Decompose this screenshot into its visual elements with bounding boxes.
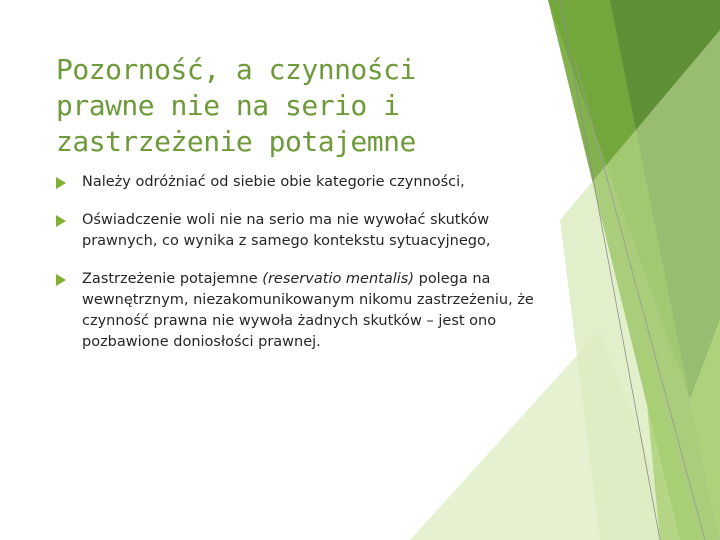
facet-pale-wedge [640, 330, 700, 540]
bullet-text-3-start: Zastrzeżenie potajemne [82, 271, 263, 287]
slide-title: Pozorność, a czynności prawne nie na serio i zastrzeżenie potajemne [56, 53, 416, 158]
bullet-text-2: Oświadczenie woli nie na serio ma nie wywołać skutków prawnych, co wynika z samego kontekstu sytuacyjnego, [82, 212, 491, 249]
facet-line-1 [560, 0, 660, 540]
bullet-item-2 [56, 210, 556, 252]
bullet-text-3-end: polega na wewnętrznym, niezakomunikowanym nikomu zastrzeżeniu, że czynność prawna nie wywoła żadnych skutków – jest ono pozbawione doniosłości prawnej. [82, 271, 534, 350]
bullet-text-1: Należy odróżniać od siebie obie kategorie czynności, [82, 174, 465, 190]
facet-line-2 [575, 60, 705, 540]
facet-right-strip [690, 320, 720, 540]
bullet-list [56, 172, 556, 370]
bullet-text-3-italic: (reservatio mentalis) [262, 271, 414, 287]
triangle-arrow-icon [56, 215, 66, 227]
facet-light-large [560, 30, 720, 540]
facet-dark-top [548, 0, 720, 400]
triangle-arrow-icon [56, 177, 66, 189]
facet-mid [548, 0, 720, 540]
bullet-item-3 [56, 269, 556, 353]
triangle-arrow-icon [56, 274, 66, 286]
bullet-item-1 [56, 172, 556, 193]
